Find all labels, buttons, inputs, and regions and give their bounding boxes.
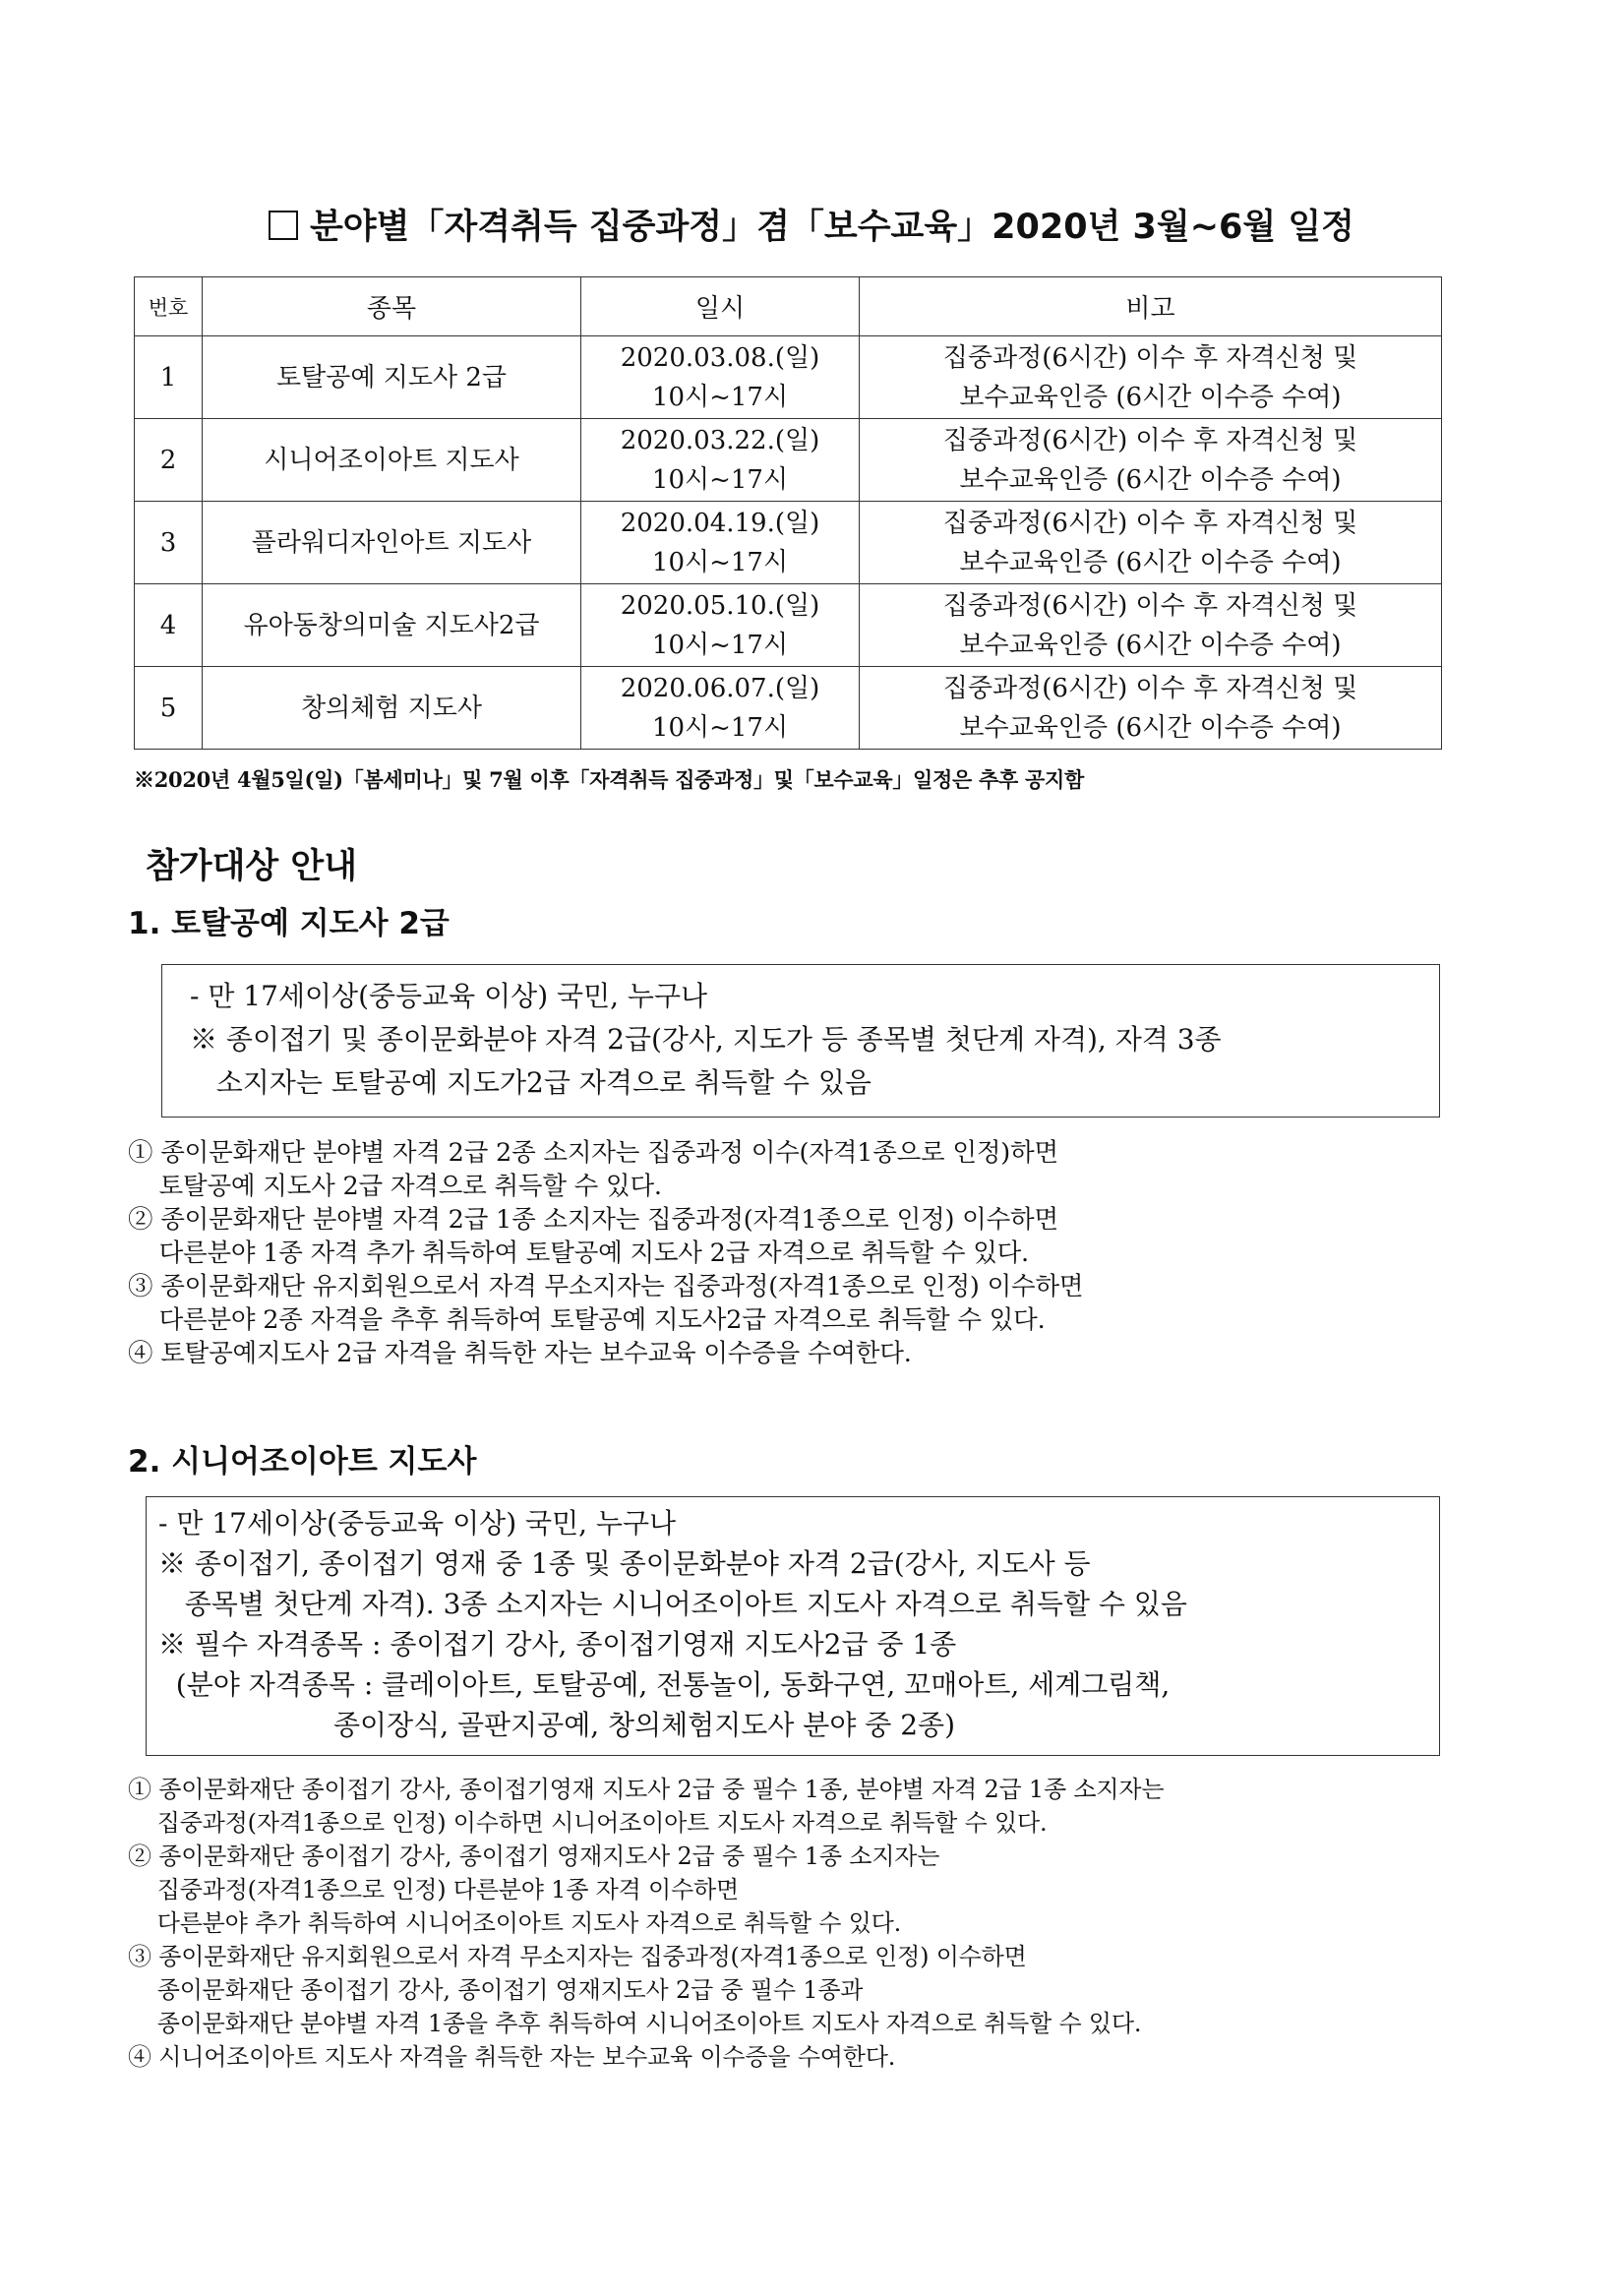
eligibility-line: (분야 자격종목 : 클레이아트, 토탈공예, 전통놀이, 동화구연, 꼬매아트, 세계그림책, <box>158 1668 1171 1701</box>
cell-course: 유아동창의미술 지도사2급 <box>203 584 581 667</box>
cell-date: 2020.03.08.(일) <box>620 342 820 373</box>
cell-time: 10시~17시 <box>651 630 789 660</box>
list-item: 토탈공예 지도사 2급 자격으로 취득할 수 있다. <box>128 1172 662 1201</box>
cell-remark-line: 보수교육인증 (6시간 이수증 수여) <box>959 712 1342 743</box>
eligibility-line: ※ 종이접기, 종이접기 영재 중 1종 및 종이문화분야 자격 2급(강사, 지도사 등 <box>158 1547 1091 1580</box>
eligibility-line: - 만 17세이상(중등교육 이상) 국민, 누구나 <box>190 980 708 1012</box>
section-1-heading: 1. 토탈공예 지도사 2급 <box>128 906 450 941</box>
list-item: 종이문화재단 종이접기 강사, 종이접기 영재지도사 2급 중 필수 1종과 <box>128 1976 864 2004</box>
list-item: 다른분야 1종 자격 추가 취득하여 토탈공예 지도사 2급 자격으로 취득할 수 있다. <box>128 1239 1029 1268</box>
cell-course: 플라워디자인아트 지도사 <box>203 502 581 584</box>
cell-datetime <box>581 419 860 502</box>
cell-remarks <box>860 667 1442 750</box>
list-item: ① 종이문화재단 종이접기 강사, 종이접기영재 지도사 2급 중 필수 1종, 분야별 자격 2급 1종 소지자는 <box>128 1776 1165 1803</box>
section-heading: 참가대상 안내 <box>146 847 358 886</box>
table-header-row <box>135 277 1442 336</box>
cell-date: 2020.06.07.(일) <box>620 673 820 703</box>
list-item: ④ 시니어조이아트 지도사 자격을 취득한 자는 보수교육 이수증을 수여한다. <box>128 2043 896 2071</box>
cell-time: 10시~17시 <box>651 382 789 412</box>
cell-course: 토탈공예 지도사 2급 <box>203 336 581 419</box>
cell-remark-line: 집중과정(6시간) 이수 후 자격신청 및 <box>942 673 1358 703</box>
header-remarks: 비고 <box>860 277 1442 336</box>
table-row <box>135 336 1442 419</box>
list-item: ① 종이문화재단 분야별 자격 2급 2종 소지자는 집중과정 이수(자격1종으로 인정)하면 <box>128 1138 1058 1168</box>
cell-datetime <box>581 667 860 750</box>
document-title <box>0 200 1623 249</box>
list-item: 집중과정(자격1종으로 인정) 이수하면 시니어조이아트 지도사 자격으로 취득할 수 있다. <box>128 1809 1048 1837</box>
list-item: 집중과정(자격1종으로 인정) 다른분야 1종 자격 이수하면 <box>128 1876 739 1903</box>
eligibility-line: - 만 17세이상(중등교육 이상) 국민, 누구나 <box>158 1507 677 1540</box>
header-datetime: 일시 <box>581 277 860 336</box>
list-item: ④ 토탈공예지도사 2급 자격을 취득한 자는 보수교육 이수증을 수여한다. <box>128 1339 912 1368</box>
checkbox-square-icon <box>269 211 298 240</box>
eligibility-line: 종이장식, 골판지공예, 창의체험지도사 분야 중 2종) <box>158 1709 956 1741</box>
cell-remark-line: 보수교육인증 (6시간 이수증 수여) <box>959 382 1342 412</box>
cell-number: 4 <box>135 584 203 667</box>
cell-course: 창의체험 지도사 <box>203 667 581 750</box>
cell-datetime <box>581 336 860 419</box>
cell-course: 시니어조이아트 지도사 <box>203 419 581 502</box>
title-text: 분야별「자격취득 집중과정」겸「보수교육」2020년 3월~6월 일정 <box>309 208 1354 247</box>
cell-number: 1 <box>135 336 203 419</box>
eligibility-line: 종목별 첫단계 자격). 3종 소지자는 시니어조이아트 지도사 자격으로 취득할 수 있음 <box>158 1588 1187 1620</box>
table-row <box>135 584 1442 667</box>
cell-remark-line: 집중과정(6시간) 이수 후 자격신청 및 <box>942 342 1358 373</box>
cell-number: 2 <box>135 419 203 502</box>
list-item: ② 종이문화재단 종이접기 강사, 종이접기 영재지도사 2급 중 필수 1종 소지자는 <box>128 1843 940 1870</box>
table-row <box>135 419 1442 502</box>
cell-datetime <box>581 584 860 667</box>
list-item: ② 종이문화재단 분야별 자격 2급 1종 소지자는 집중과정(자격1종으로 인정) 이수하면 <box>128 1205 1058 1235</box>
eligibility-line: ※ 종이접기 및 종이문화분야 자격 2급(강사, 지도가 등 종목별 첫단계 자격), 자격 3종 <box>190 1023 1222 1056</box>
eligibility-line: ※ 필수 자격종목 : 종이접기 강사, 종이접기영재 지도사2급 중 1종 <box>158 1628 957 1661</box>
cell-remarks <box>860 336 1442 419</box>
cell-remarks <box>860 419 1442 502</box>
schedule-table <box>134 276 1442 750</box>
cell-time: 10시~17시 <box>651 712 789 743</box>
section-2-heading: 2. 시니어조이아트 지도사 <box>128 1444 477 1480</box>
eligibility-line: 소지자는 토탈공예 지도가2급 자격으로 취득할 수 있음 <box>190 1066 872 1099</box>
cell-remark-line: 보수교육인증 (6시간 이수증 수여) <box>959 547 1342 577</box>
table-row <box>135 502 1442 584</box>
cell-number: 3 <box>135 502 203 584</box>
cell-date: 2020.05.10.(일) <box>620 590 820 621</box>
cell-remark-line: 보수교육인증 (6시간 이수증 수여) <box>959 464 1342 495</box>
section-1-eligibility-box <box>161 964 1440 1118</box>
header-number: 번호 <box>135 277 203 336</box>
list-item: 종이문화재단 분야별 자격 1종을 추후 취득하여 시니어조이아트 지도사 자격으로 취득할 수 있다. <box>128 2010 1142 2037</box>
cell-time: 10시~17시 <box>651 547 789 577</box>
cell-remarks <box>860 584 1442 667</box>
list-item: 다른분야 추가 취득하여 시니어조이아트 지도사 자격으로 취득할 수 있다. <box>128 1909 902 1937</box>
cell-datetime <box>581 502 860 584</box>
cell-remarks <box>860 502 1442 584</box>
cell-remark-line: 집중과정(6시간) 이수 후 자격신청 및 <box>942 508 1358 538</box>
table-row <box>135 667 1442 750</box>
list-item: 다른분야 2종 자격을 추후 취득하여 토탈공예 지도사2급 자격으로 취득할 수 있다. <box>128 1305 1046 1335</box>
cell-remark-line: 집중과정(6시간) 이수 후 자격신청 및 <box>942 425 1358 455</box>
header-course: 종목 <box>203 277 581 336</box>
cell-remark-line: 보수교육인증 (6시간 이수증 수여) <box>959 630 1342 660</box>
schedule-footnote: ※2020년 4월5일(일)「봄세미나」및 7월 이후「자격취득 집중과정」및「보수교육」일정은 추후 공지함 <box>134 767 1084 792</box>
cell-number: 5 <box>135 667 203 750</box>
list-item: ③ 종이문화재단 유지회원으로서 자격 무소지자는 집중과정(자격1종으로 인정) 이수하면 <box>128 1272 1084 1301</box>
cell-date: 2020.04.19.(일) <box>620 508 820 538</box>
cell-time: 10시~17시 <box>651 464 789 495</box>
cell-remark-line: 집중과정(6시간) 이수 후 자격신청 및 <box>942 590 1358 621</box>
list-item: ③ 종이문화재단 유지회원으로서 자격 무소지자는 집중과정(자격1종으로 인정) 이수하면 <box>128 1943 1027 1970</box>
section-2-eligibility-box <box>146 1496 1440 1756</box>
cell-date: 2020.03.22.(일) <box>620 425 820 455</box>
